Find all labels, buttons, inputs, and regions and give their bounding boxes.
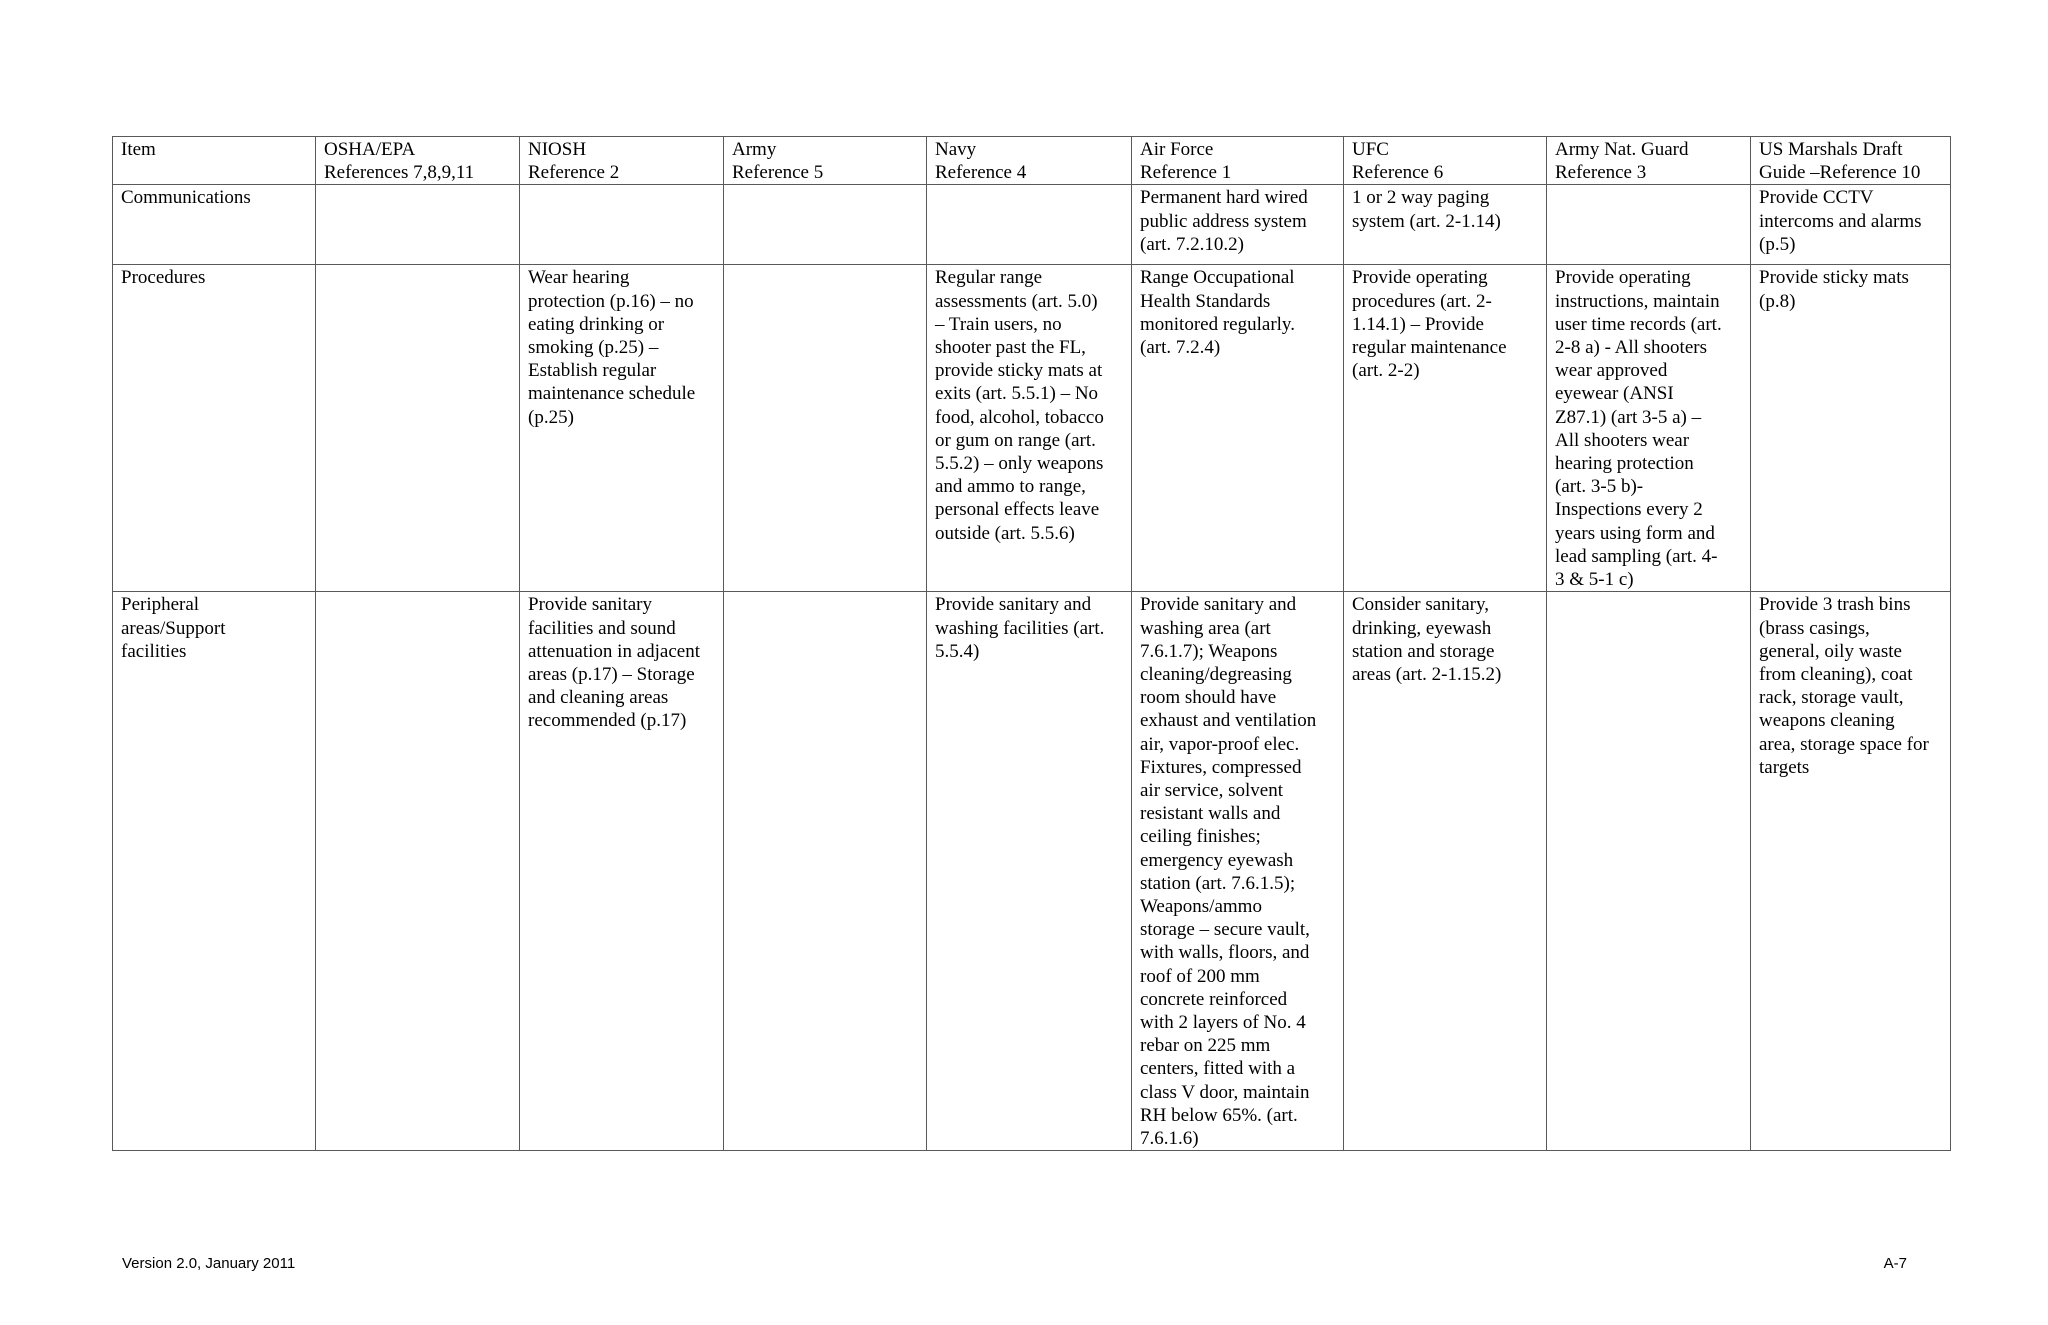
table-cell: Wear hearing protection (p.16) – no eating drinking or smoking (p.25) – Establish regular maintenance schedule (p.25) <box>520 265 724 592</box>
table-cell <box>724 592 927 1151</box>
table-cell <box>1547 185 1751 265</box>
header-navy: Navy Reference 4 <box>927 137 1132 185</box>
table-cell <box>927 185 1132 265</box>
table-row <box>113 185 1951 265</box>
header-army: Army Reference 5 <box>724 137 927 185</box>
table-cell: Provide CCTV intercoms and alarms (p.5) <box>1751 185 1951 265</box>
references-table <box>112 136 1951 1151</box>
footer-version: Version 2.0, January 2011 <box>122 1255 296 1272</box>
table-cell: Communications <box>113 185 316 265</box>
table-cell: Provide sanitary facilities and sound attenuation in adjacent areas (p.17) – Storage and cleaning areas recommended (p.17) <box>520 592 724 1151</box>
table-cell <box>724 185 927 265</box>
table-cell: 1 or 2 way paging system (art. 2-1.14) <box>1344 185 1547 265</box>
header-niosh: NIOSH Reference 2 <box>520 137 724 185</box>
table-cell: Permanent hard wired public address system (art. 7.2.10.2) <box>1132 185 1344 265</box>
table-row <box>113 592 1951 1151</box>
table-row <box>113 265 1951 592</box>
table-cell <box>1547 592 1751 1151</box>
table-cell: Regular range assessments (art. 5.0) – Train users, no shooter past the FL, provide sticky mats at exits (art. 5.5.1) – No food, alcohol, tobacco or gum on range (art. 5.5.2) – only weapons and ammo to range, personal effects leave outside (art. 5.5.6) <box>927 265 1132 592</box>
table-cell: Range Occupational Health Standards monitored regularly. (art. 7.2.4) <box>1132 265 1344 592</box>
table-cell <box>316 592 520 1151</box>
table-header-row <box>113 137 1951 185</box>
header-us-marshals: US Marshals Draft Guide –Reference 10 <box>1751 137 1951 185</box>
table-cell: Provide sticky mats (p.8) <box>1751 265 1951 592</box>
table-cell: Peripheral areas/Support facilities <box>113 592 316 1151</box>
table-cell <box>316 265 520 592</box>
header-ufc: UFC Reference 6 <box>1344 137 1547 185</box>
table-cell <box>724 265 927 592</box>
table-cell: Provide sanitary and washing area (art 7.6.1.7); Weapons cleaning/degreasing room should have exhaust and ventilation air, vapor-proof elec. Fixtures, compressed air service, solvent resistant walls and ceiling finishes; emergency eyewash station (art. 7.6.1.5); Weapons/ammo storage – secure vault, with walls, floors, and roof of 200 mm concrete reinforced with 2 layers of No. 4 rebar on 225 mm centers, fitted with a class V door, maintain RH below 65%. (art. 7.6.1.6) <box>1132 592 1344 1151</box>
header-air-force: Air Force Reference 1 <box>1132 137 1344 185</box>
footer-page-number: A-7 <box>1883 1255 1907 1272</box>
table-cell: Provide sanitary and washing facilities (art. 5.5.4) <box>927 592 1132 1151</box>
table-cell: Provide operating instructions, maintain user time records (art. 2-8 a) - All shooters wear approved eyewear (ANSI Z87.1) (art 3-5 a) – All shooters wear hearing protection (art. 3-5 b)- Inspections every 2 years using form and lead sampling (art. 4- 3 & 5-1 c) <box>1547 265 1751 592</box>
table-cell: Procedures <box>113 265 316 592</box>
table-cell: Provide operating procedures (art. 2- 1.14.1) – Provide regular maintenance (art. 2-2) <box>1344 265 1547 592</box>
table-cell: Provide 3 trash bins (brass casings, general, oily waste from cleaning), coat rack, storage vault, weapons cleaning area, storage space for targets <box>1751 592 1951 1151</box>
table-cell: Consider sanitary, drinking, eyewash station and storage areas (art. 2-1.15.2) <box>1344 592 1547 1151</box>
header-army-nat-guard: Army Nat. Guard Reference 3 <box>1547 137 1751 185</box>
header-osha-epa: OSHA/EPA References 7,8,9,11 <box>316 137 520 185</box>
table-cell <box>316 185 520 265</box>
header-item: Item <box>113 137 316 185</box>
table-cell <box>520 185 724 265</box>
